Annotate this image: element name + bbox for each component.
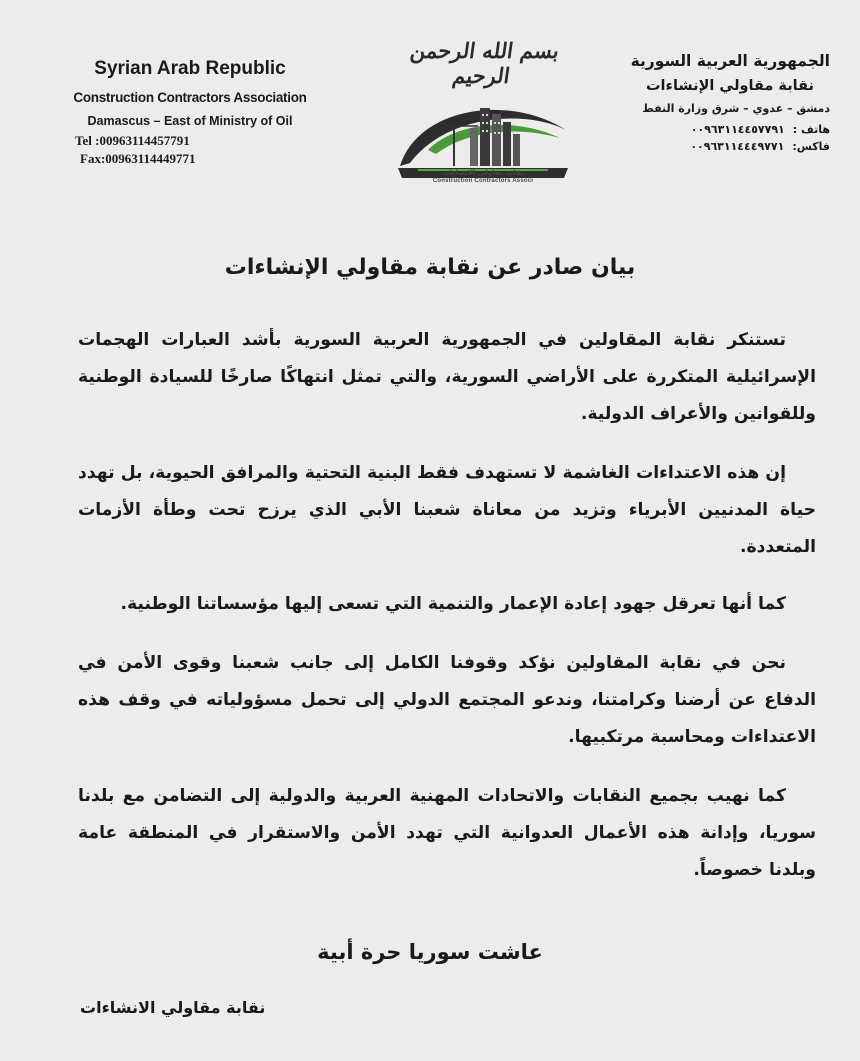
paragraph-emphasis: نقابة المقاولين — [578, 330, 716, 350]
fax-label-ar: فاكس: — [792, 140, 830, 153]
paragraph-text: كما أنها تعرقل جهود إعادة الإعمار والتنمية التي تسعى إليها مؤسساتنا الوطنية. — [120, 594, 786, 614]
logo-caption-ar: نقابة مقاولي الانشاءات — [442, 169, 524, 177]
paragraph — [78, 322, 816, 433]
phone-number-ar: ٠٠٩٦٣١١٤٤٥٧٧٩١ — [690, 123, 785, 136]
paragraph — [78, 586, 816, 623]
header-address-en: Damascus – East of Ministry of Oil — [87, 114, 293, 128]
basmala-calligraphy: بسم الله الرحمن الرحيم — [408, 38, 561, 88]
logo-caption-en: Construction Contractors Associ — [432, 178, 534, 184]
header-country-en: Syrian Arab Republic — [94, 58, 286, 79]
header-fax-ar — [590, 138, 830, 155]
paragraph-text: نؤكد وقوفنا الكامل إلى جانب شعبنا وقوى الأمن في الدفاع عن أرضنا وكرامتنا، وندعو المجتمع الدولي إلى تحمل مسؤولياته في وقف هذه الاعتداءات ومحاسبة مرتكبيها. — [78, 653, 816, 747]
paragraph-text: في الجمهورية العربية السورية بأشد العبارات الهجمات الإسرائيلية المتكررة على الأراضي السورية، والتي تمثل انتهاكًا صارخًا للسيادة الوطنية وللقوانين والأعراف الدولية. — [78, 330, 816, 424]
paragraph-lead: نحن في — [701, 653, 786, 673]
header-association-ar: نقابة مقاولي الإنشاءات — [645, 78, 814, 94]
paragraph-text: كما نهيب بجميع النقابات والاتحادات المهنية العربية والدولية إلى التضامن مع بلدنا سوريا، وإدانة هذه الأعمال العدوانية التي تهدد الأمن والاستقرار في المنطقة عامة وبلدنا خصوصاً. — [78, 786, 816, 880]
signature: نقابة مقاولي الانشاءات — [80, 998, 266, 1017]
logo-caption — [388, 169, 578, 192]
closing-slogan: عاشت سوريا حرة أبية — [317, 940, 543, 964]
statement-body — [78, 322, 816, 911]
statement-title: بيان صادر عن نقابة مقاولي الإنشاءات — [224, 255, 636, 280]
association-logo — [388, 38, 578, 194]
paragraph-lead: تستنكر — [715, 330, 786, 350]
paragraph — [78, 778, 816, 889]
fax-number-ar: ٠٠٩٦٣١١٤٤٤٩٧٧١ — [690, 140, 785, 153]
header-fax-en: Fax:00963114449771 — [80, 151, 196, 166]
header-phone-ar — [590, 121, 830, 138]
header-address-ar: دمشق – عدوي – شرق وزارة النفط — [642, 102, 830, 115]
header-arabic — [590, 52, 830, 155]
phone-label-ar: هاتف : — [792, 123, 830, 136]
header-english — [40, 58, 340, 168]
paragraph-emphasis: نقابة المقاولين — [566, 653, 702, 673]
paragraph — [78, 455, 816, 566]
header-country-ar: الجمهورية العربية السورية — [630, 52, 830, 70]
header-phone-en: Tel :00963114457791 — [75, 133, 190, 148]
header-association-en: Construction Contractors Association — [73, 90, 307, 105]
paragraph — [78, 645, 816, 756]
paragraph-text: إن هذه الاعتداءات الغاشمة لا تستهدف فقط البنية التحتية والمرافق الحيوية، بل تهدد حياة المدنيين الأبرياء وتزيد من معاناة شعبنا الأبي الذي يرزح تحت وطأة الأزمات المتعددة. — [78, 463, 816, 557]
